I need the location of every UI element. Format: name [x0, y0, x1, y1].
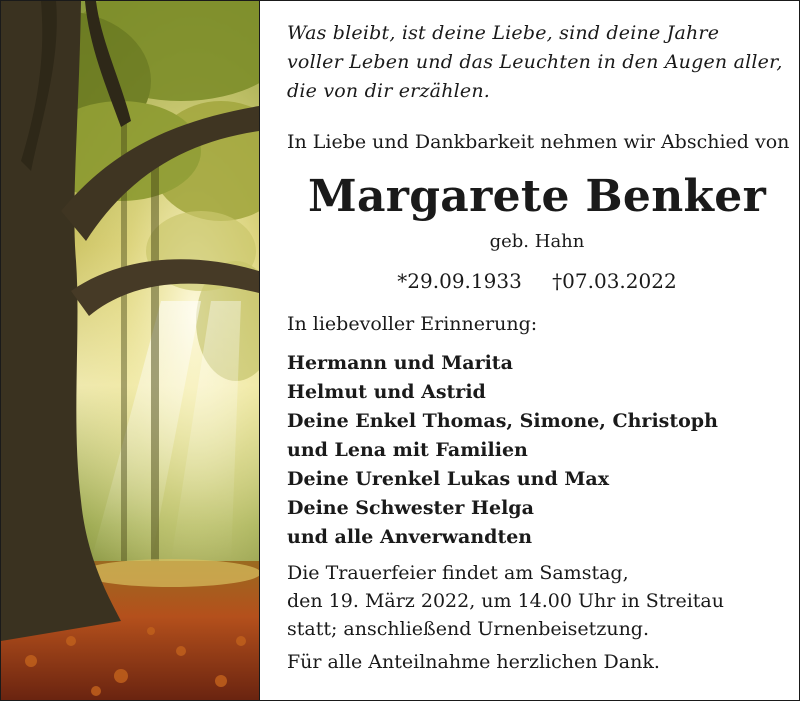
mourner-line: und Lena mit Familien — [287, 439, 528, 461]
death-date: †07.03.2022 — [552, 269, 677, 293]
mourner-line: Deine Urenkel Lukas und Max — [287, 468, 610, 490]
ceremony-line: statt; anschließend Urnenbeisetzung. — [287, 618, 650, 640]
mourner-line: Deine Enkel Thomas, Simone, Christoph — [287, 410, 718, 432]
memorial-quote — [287, 19, 787, 106]
ceremony-info — [287, 559, 787, 643]
quote-line: voller Leben und das Leuchten in den Augen aller, — [287, 51, 783, 73]
mourners-list — [287, 349, 787, 552]
ceremony-line: den 19. März 2022, um 14.00 Uhr in Streitau — [287, 590, 724, 612]
mourner-line: Helmut und Astrid — [287, 381, 486, 403]
mourner-line: Deine Schwester Helga — [287, 497, 534, 519]
ceremony-line: Die Trauerfeier findet am Samstag, — [287, 562, 629, 584]
tree-photo — [1, 1, 260, 700]
life-dates — [287, 269, 787, 293]
memory-heading: In liebevoller Erinnerung: — [287, 313, 538, 335]
quote-line: Was bleibt, ist deine Liebe, sind deine Jahre — [287, 22, 720, 44]
mourner-line: und alle Anverwandten — [287, 526, 533, 548]
tree-illustration — [1, 1, 259, 700]
farewell-intro: In Liebe und Dankbarkeit nehmen wir Abschied von — [287, 131, 790, 153]
deceased-name: Margarete Benker — [307, 171, 767, 222]
quote-line: die von dir erzählen. — [287, 80, 491, 102]
birth-date: *29.09.1933 — [397, 269, 522, 293]
mourner-line: Hermann und Marita — [287, 352, 513, 374]
birth-name: geb. Hahn — [489, 231, 585, 252]
thanks-line: Für alle Anteilnahme herzlichen Dank. — [287, 651, 660, 673]
